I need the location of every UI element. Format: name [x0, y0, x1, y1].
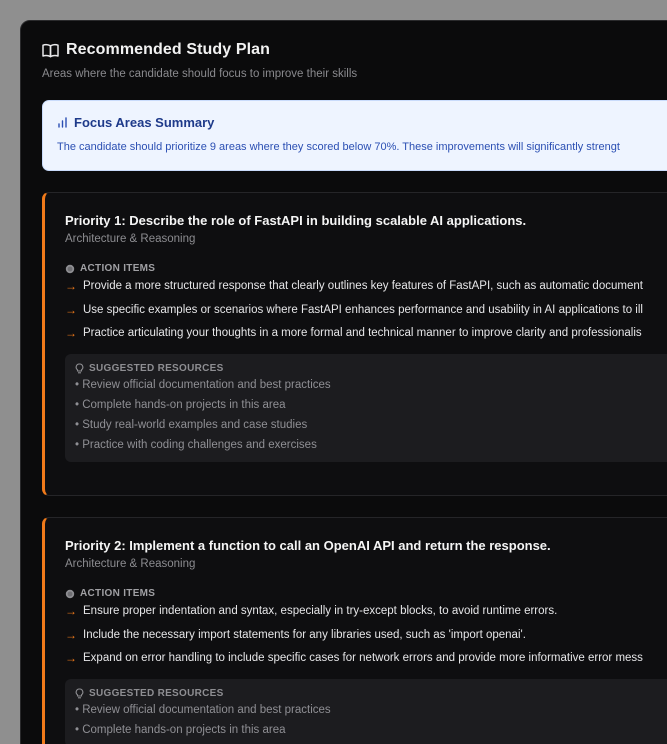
priority-title: Priority 1: Describe the role of FastAPI in building scalable AI applications. [65, 213, 527, 228]
panel-header [42, 41, 357, 80]
priority-title: Priority 2: Implement a function to call an OpenAI API and return the response. [65, 538, 551, 553]
resources-label: SUGGESTED RESOURCES [89, 687, 224, 699]
action-item [65, 279, 667, 303]
resource-item: • Complete hands-on projects in this area [75, 723, 286, 736]
action-text: Ensure proper indentation and syntax, especially in try-except blocks, to avoid runtime errors. [83, 605, 558, 617]
action-text: Include the necessary import statements for any libraries used, such as 'import openai'. [83, 628, 526, 641]
action-text: Practice articulating your thoughts in a more formal and technical manner to improve clarity and professionalis [83, 327, 642, 339]
arrow-right-icon: → [65, 326, 77, 340]
action-item [65, 326, 667, 350]
summary-title: Focus Areas Summary [74, 115, 215, 130]
arrow-right-icon: → [65, 604, 77, 618]
arrow-right-icon: → [65, 627, 77, 642]
action-items-label: ACTION ITEMS [80, 263, 156, 274]
arrow-right-icon: → [65, 302, 77, 317]
action-items-header [65, 588, 667, 599]
priority-category: Architecture & Reasoning [65, 233, 196, 245]
resource-item: • Complete hands-on projects in this area [75, 398, 286, 411]
title-row [42, 41, 357, 59]
resources-header [75, 363, 667, 374]
page-title: Recommended Study Plan [66, 41, 271, 58]
action-items-header [65, 263, 667, 274]
bar-chart-icon [57, 117, 68, 128]
suggested-resources [65, 354, 667, 462]
lightbulb-icon [75, 363, 84, 374]
action-list [65, 279, 667, 350]
summary-title-row [57, 115, 667, 130]
action-item [65, 651, 667, 675]
action-items-label: ACTION ITEMS [80, 588, 156, 599]
action-text: Use specific examples or scenarios where FastAPI enhances performance and usability in AI applications to ill [83, 303, 643, 316]
priority-category: Architecture & Reasoning [65, 558, 196, 570]
arrow-right-icon: → [65, 279, 77, 293]
action-item [65, 604, 667, 628]
action-list [65, 604, 667, 675]
study-plan-panel [20, 20, 667, 744]
target-icon [65, 589, 75, 599]
priority-card [42, 192, 667, 496]
arrow-right-icon: → [65, 651, 77, 665]
resource-item: • Study real-world examples and case studies [75, 418, 308, 431]
priority-card [42, 517, 667, 744]
action-text: Provide a more structured response that clearly outlines key features of FastAPI, such as automatic document [83, 280, 643, 292]
resources-label: SUGGESTED RESOURCES [89, 362, 224, 374]
suggested-resources [65, 679, 667, 744]
page-subtitle: Areas where the candidate should focus to improve their skills [42, 68, 358, 80]
focus-areas-summary [42, 100, 667, 171]
resource-item: • Practice with coding challenges and exercises [75, 438, 317, 451]
resource-item: • Review official documentation and best practices [75, 378, 331, 391]
action-text: Expand on error handling to include specific cases for network errors and provide more informative error mess [83, 652, 643, 664]
target-icon [65, 264, 75, 274]
resource-item: • Review official documentation and best practices [75, 703, 331, 716]
resources-header [75, 688, 667, 699]
action-item [65, 303, 667, 327]
lightbulb-icon [75, 688, 84, 699]
action-item [65, 628, 667, 652]
book-open-icon [42, 43, 59, 58]
summary-text: The candidate should prioritize 9 areas where they scored below 70%. These improvements will significantly strengt [57, 141, 620, 153]
